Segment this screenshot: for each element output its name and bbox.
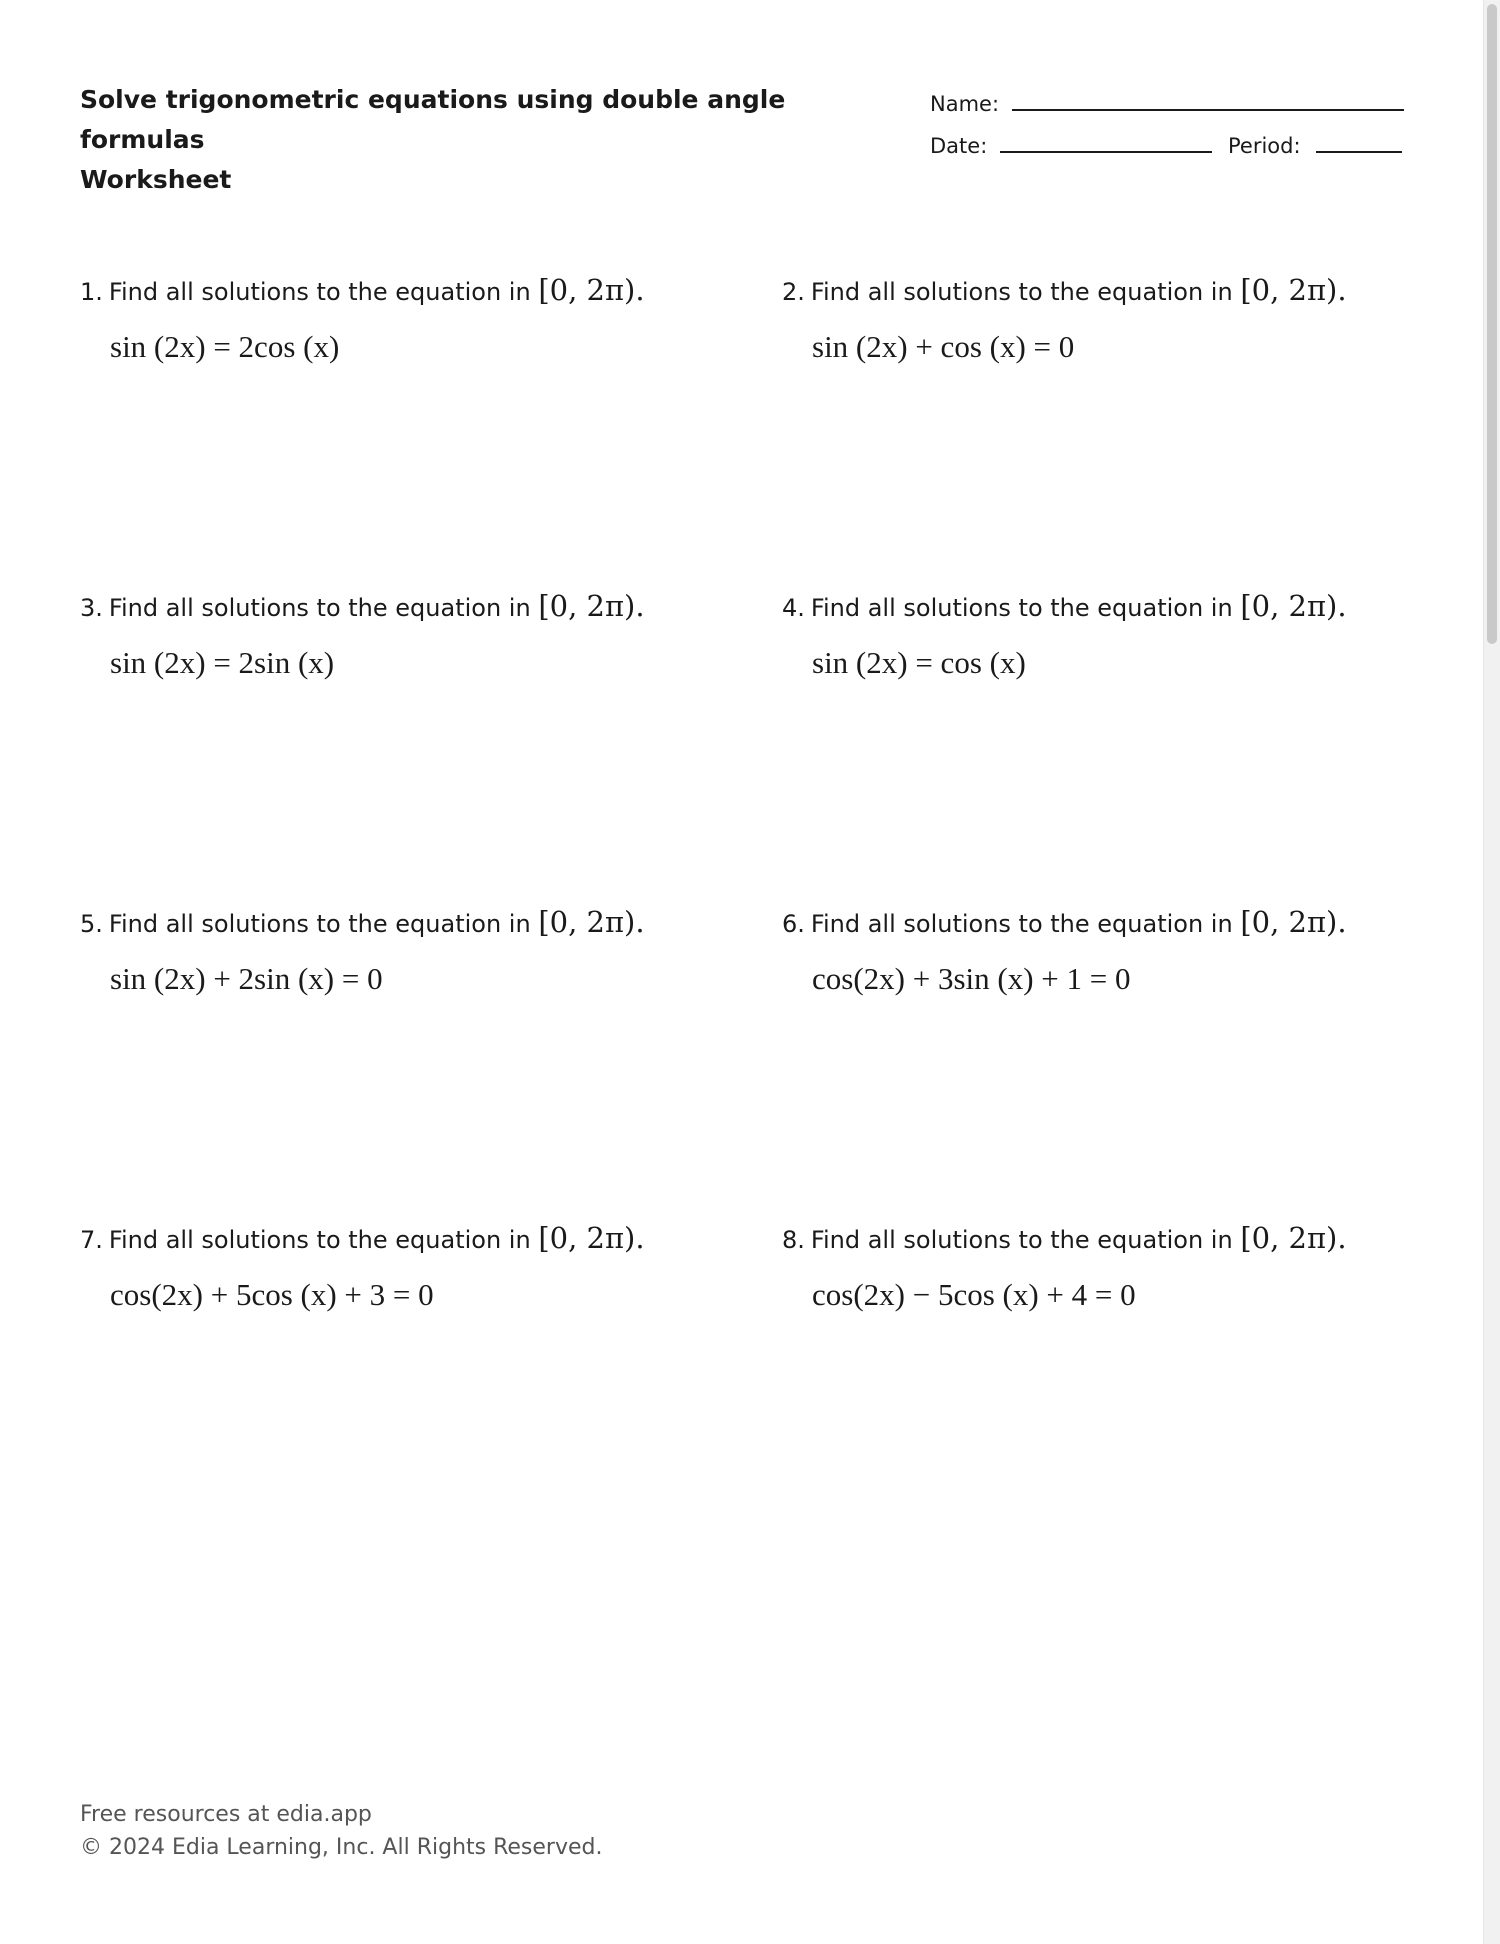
problem-equation: sin (2x) + 2sin (x) = 0 [110, 961, 383, 996]
footer-copyright: © 2024 Edia Learning, Inc. All Rights Reserved. [80, 1835, 603, 1860]
footer [80, 1798, 602, 1864]
problem-7 [80, 1220, 720, 1314]
problem-5 [80, 904, 720, 998]
problem-equation: sin (2x) = 2sin (x) [110, 645, 335, 680]
problem-equation: cos(2x) + 3sin (x) + 1 = 0 [812, 961, 1131, 996]
problem-number: 1. [80, 278, 103, 306]
period-label: Period: [1228, 134, 1301, 158]
problem-6 [782, 904, 1422, 998]
problem-number: 2. [782, 278, 805, 306]
problem-interval: [0, 2π). [1240, 1221, 1347, 1255]
problem-prompt: Find all solutions to the equation in [108, 910, 531, 938]
date-label: Date: [930, 134, 988, 158]
problem-number: 3. [80, 594, 103, 622]
problem-equation: cos(2x) + 5cos (x) + 3 = 0 [110, 1277, 434, 1312]
problem-interval: [0, 2π). [538, 905, 645, 939]
problem-2 [782, 272, 1422, 366]
vertical-scrollbar[interactable] [1483, 0, 1500, 1944]
name-label: Name: [930, 92, 1000, 116]
footer-resources-link[interactable]: Free resources at edia.app [80, 1802, 372, 1827]
problem-3 [80, 588, 720, 682]
problem-number: 4. [782, 594, 805, 622]
problem-equation: sin (2x) + cos (x) = 0 [812, 329, 1075, 364]
name-line[interactable] [1012, 109, 1404, 111]
problem-prompt: Find all solutions to the equation in [108, 594, 531, 622]
problem-prompt: Find all solutions to the equation in [810, 1226, 1233, 1254]
title-line-1: Solve trigonometric equations using double angle formulas [80, 85, 786, 154]
problem-prompt: Find all solutions to the equation in [810, 594, 1233, 622]
period-line[interactable] [1316, 151, 1402, 153]
problem-interval: [0, 2π). [1240, 589, 1347, 623]
problem-number: 7. [80, 1226, 103, 1254]
problem-equation: cos(2x) − 5cos (x) + 4 = 0 [812, 1277, 1136, 1312]
scrollbar-thumb[interactable] [1487, 4, 1497, 644]
problem-8 [782, 1220, 1422, 1314]
problem-interval: [0, 2π). [1240, 273, 1347, 307]
problem-4 [782, 588, 1422, 682]
problem-interval: [0, 2π). [1240, 905, 1347, 939]
problem-prompt: Find all solutions to the equation in [810, 278, 1233, 306]
problem-equation: sin (2x) = 2cos (x) [110, 329, 340, 364]
problem-number: 5. [80, 910, 103, 938]
problem-equation: sin (2x) = cos (x) [812, 645, 1026, 680]
title-line-2: Worksheet [80, 165, 232, 194]
problem-interval: [0, 2π). [538, 589, 645, 623]
problem-prompt: Find all solutions to the equation in [108, 278, 531, 306]
problem-interval: [0, 2π). [538, 273, 645, 307]
problem-number: 6. [782, 910, 805, 938]
problem-number: 8. [782, 1226, 805, 1254]
worksheet-title [80, 80, 860, 200]
problem-1 [80, 272, 720, 366]
date-line[interactable] [1000, 151, 1212, 153]
problem-prompt: Find all solutions to the equation in [810, 910, 1233, 938]
problem-interval: [0, 2π). [538, 1221, 645, 1255]
problem-prompt: Find all solutions to the equation in [108, 1226, 531, 1254]
